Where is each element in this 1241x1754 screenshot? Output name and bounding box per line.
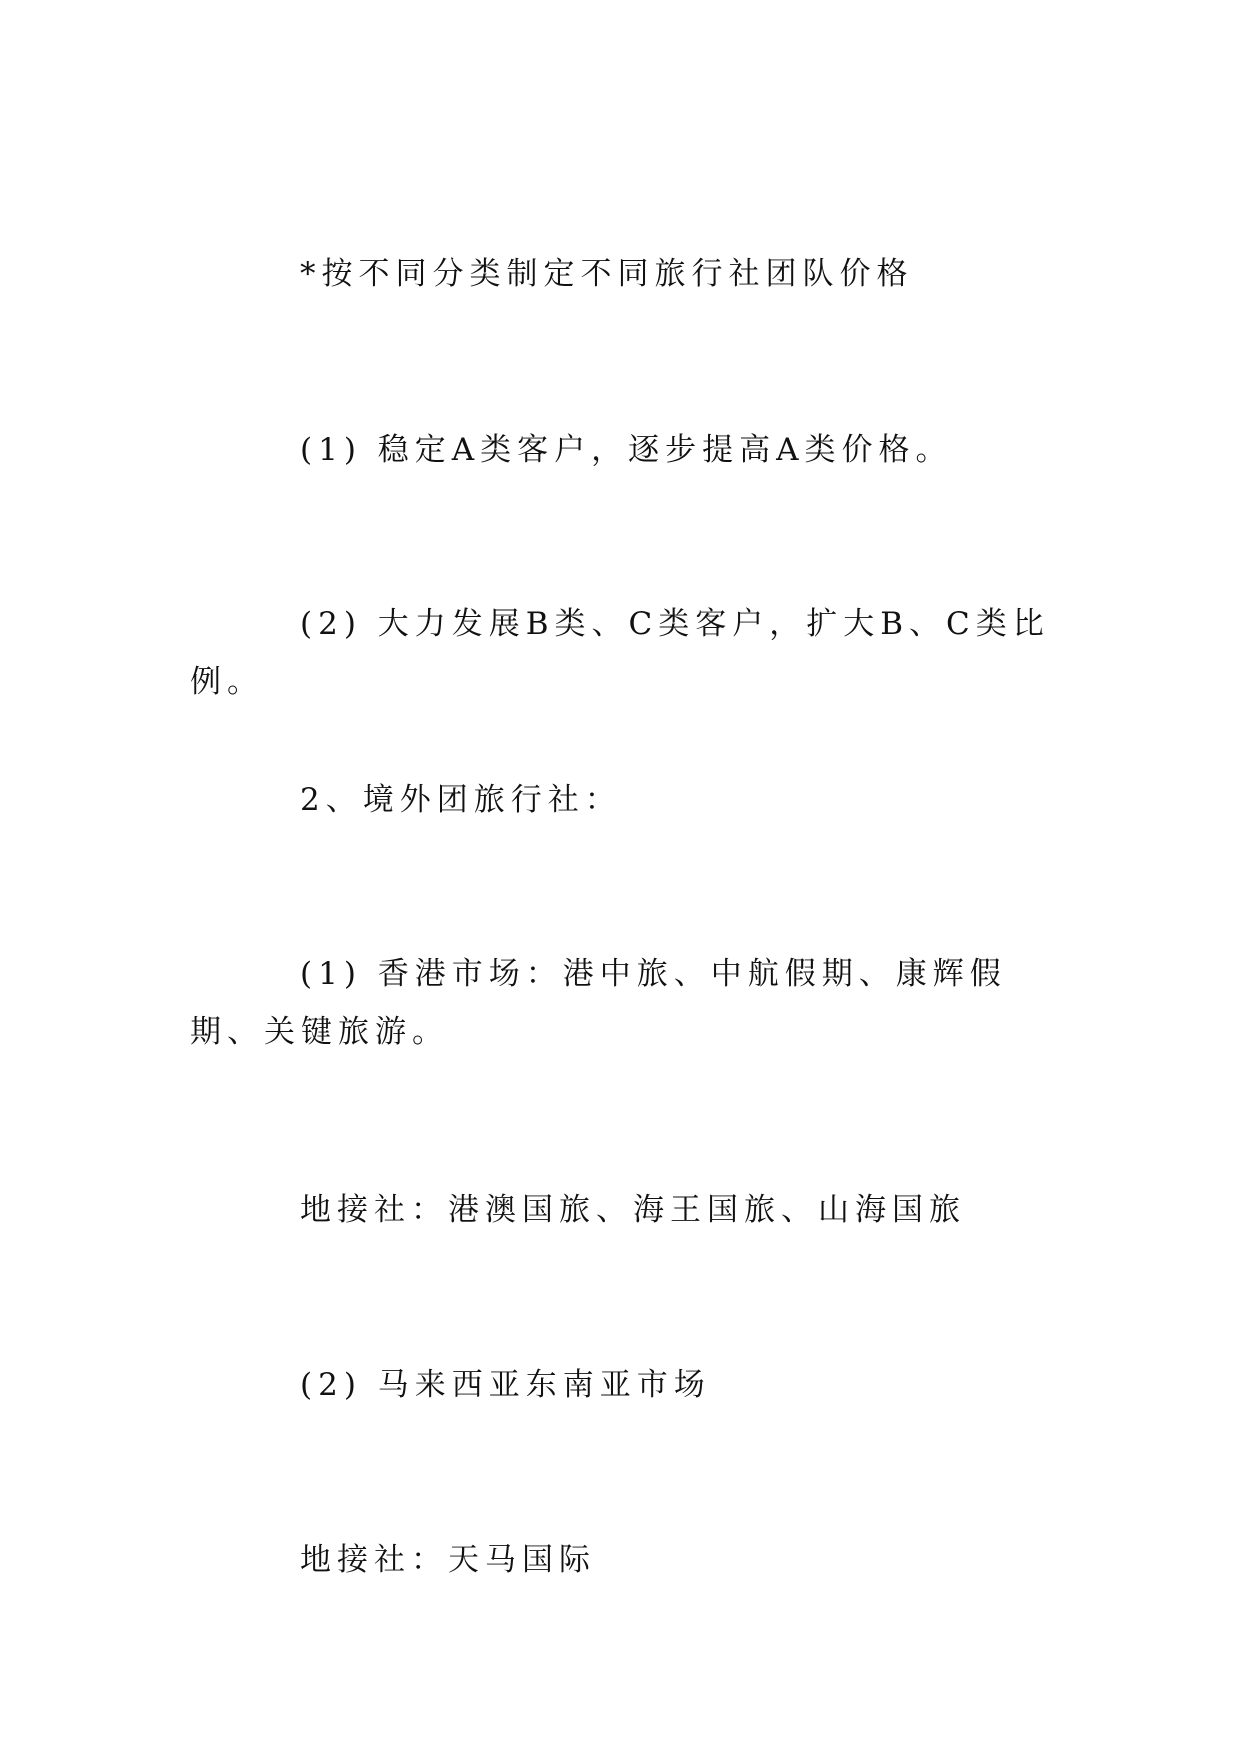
paragraph-malaysia-ground-agency: 地接社：天马国际 — [300, 1542, 596, 1578]
paragraph-malaysia-sea-market: (2) 马来西亚东南亚市场 — [300, 1367, 711, 1403]
paragraph-stabilize-a-clients: (1) 稳定A类客户，逐步提高A类价格。 — [300, 432, 953, 468]
section-heading-overseas-agencies: 2、境外团旅行社： — [300, 782, 622, 818]
paragraph-hk-ground-agencies: 地接社：港澳国旅、海王国旅、山海国旅 — [300, 1192, 966, 1228]
paragraph-pricing-by-category: *按不同分类制定不同旅行社团队价格 — [300, 256, 914, 292]
paragraph-develop-b-c-clients: (2) 大力发展B类、C类客户，扩大B、C类比例。 — [190, 606, 1050, 700]
paragraph-hong-kong-market: (1) 香港市场：港中旅、中航假期、康辉假期、关键旅游。 — [190, 956, 1007, 1050]
